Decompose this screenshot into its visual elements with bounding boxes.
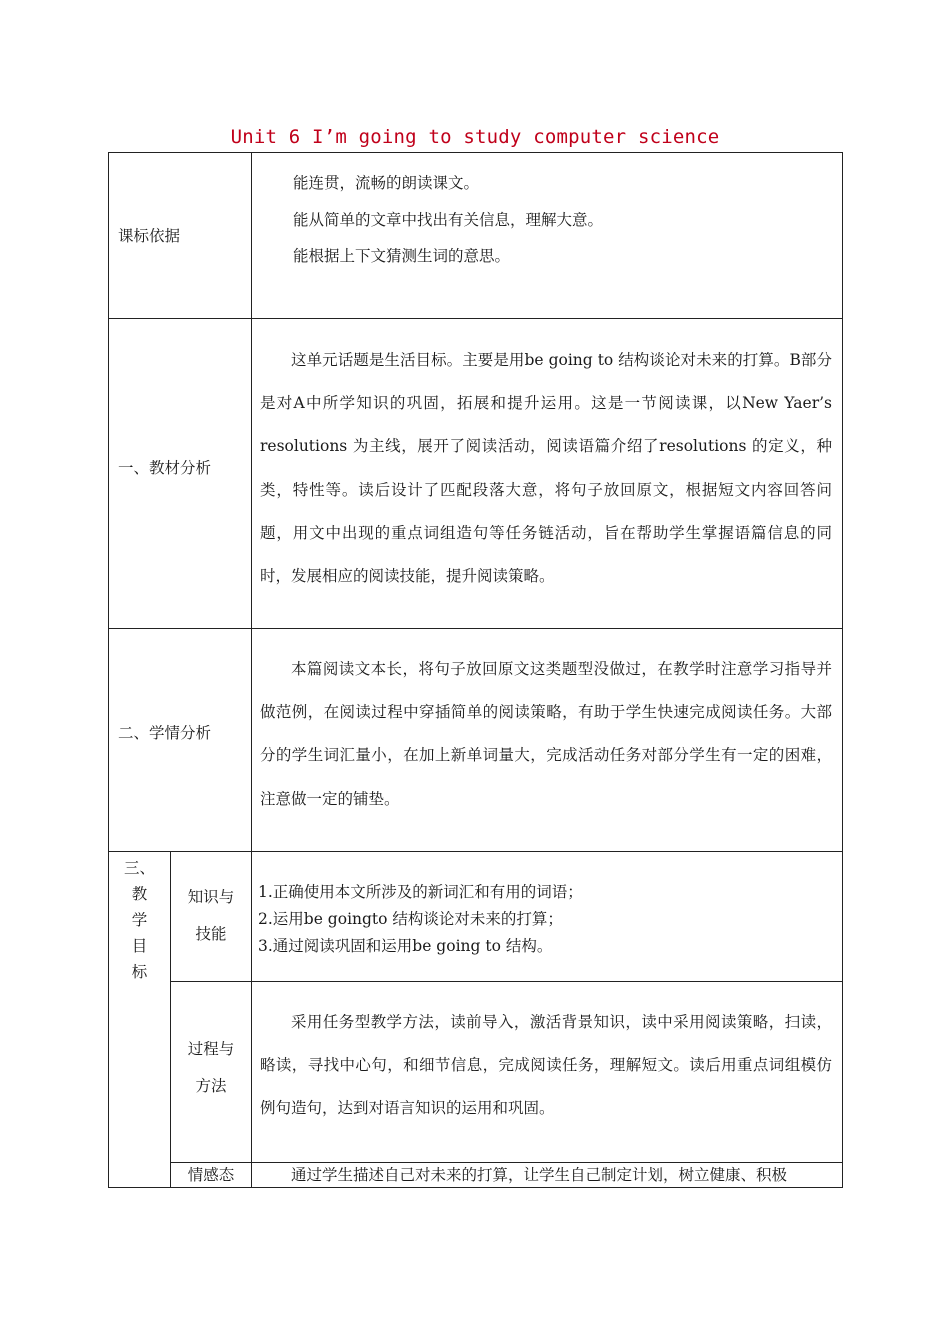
material-text: 这单元话题是生活目标。主要是用be going to 结构谈论对未来的打算。B部分是对A中所学知识的巩固，拓展和提升运用。这是一节阅读课，以New Yaer’s resolutions 为主线，展开了阅读活动，阅读语篇介绍了resolutions 的定义，种类，特性等。读后设计了匹配段落大意，将句子放回原文，根据短文内容回答问题，用文中出现的重点词组造句等任务链活动，旨在帮助学生掌握语篇信息的同时，发展相应的阅读技能，提升阅读策略。 [260, 351, 832, 586]
document-title: Unit 6 I’m going to study computer science [230, 126, 720, 148]
basis-line-1: 能连贯，流畅的朗读课文。 [293, 174, 480, 192]
goals-label-char-5: 标 [131, 963, 148, 981]
students-label-text: 二、学情分析 [118, 724, 212, 742]
basis-label [108, 152, 252, 319]
process-text: 采用任务型教学方法，读前导入，激活背景知识，读中采用阅读策略，扫读，略读，寻找中心句，和细节信息，完成阅读任务，理解短文。读后用重点词组模仿例句造句，达到对语言知识的运用和巩固。 [260, 1013, 832, 1118]
goals-label-char-2: 教 [131, 885, 148, 903]
students-label [108, 628, 252, 838]
knowledge-item-3: 3.通过阅读巩固和运用be going to 结构。 [258, 937, 553, 955]
knowledge-label-line-2: 技能 [195, 925, 227, 943]
goals-label-char-3: 学 [131, 911, 148, 929]
knowledge-item-1: 1.正确使用本文所涉及的新词汇和有用的词语； [258, 883, 583, 901]
emotion-text: 通过学生描述自己对未来的打算，让学生自己制定计划，树立健康、积极 [291, 1166, 788, 1184]
material-label [108, 318, 252, 618]
process-label-line-1: 过程与 [187, 1040, 235, 1058]
process-label-line-2: 方法 [195, 1077, 227, 1095]
goals-label-char-4: 目 [131, 937, 148, 955]
knowledge-label-line-1: 知识与 [187, 888, 235, 906]
material-label-text: 一、教材分析 [118, 459, 212, 477]
basis-line-3: 能根据上下文猜测生词的意思。 [293, 247, 511, 265]
knowledge-items [258, 879, 833, 960]
goals-label-char-1: 三、 [123, 859, 155, 877]
knowledge-item-2: 2.运用be goingto 结构谈论对未来的打算； [258, 910, 563, 928]
knowledge-label [170, 879, 252, 953]
basis-label-text: 课标依据 [118, 226, 181, 245]
emotion-label: 情感态 [187, 1166, 235, 1184]
basis-line-2: 能从简单的文章中找出有关信息，理解大意。 [293, 211, 604, 229]
process-label [170, 1031, 252, 1105]
students-text: 本篇阅读文本长，将句子放回原文这类题型没做过，在教学时注意学习指导并做范例，在阅读过程中穿插简单的阅读策略，有助于学生快速完成阅读任务。大部分的学生词汇量小，在加上新单词量大，完成活动任务对部分学生有一定的困难，注意做一定的铺垫。 [260, 660, 832, 808]
goals-label [108, 855, 171, 985]
